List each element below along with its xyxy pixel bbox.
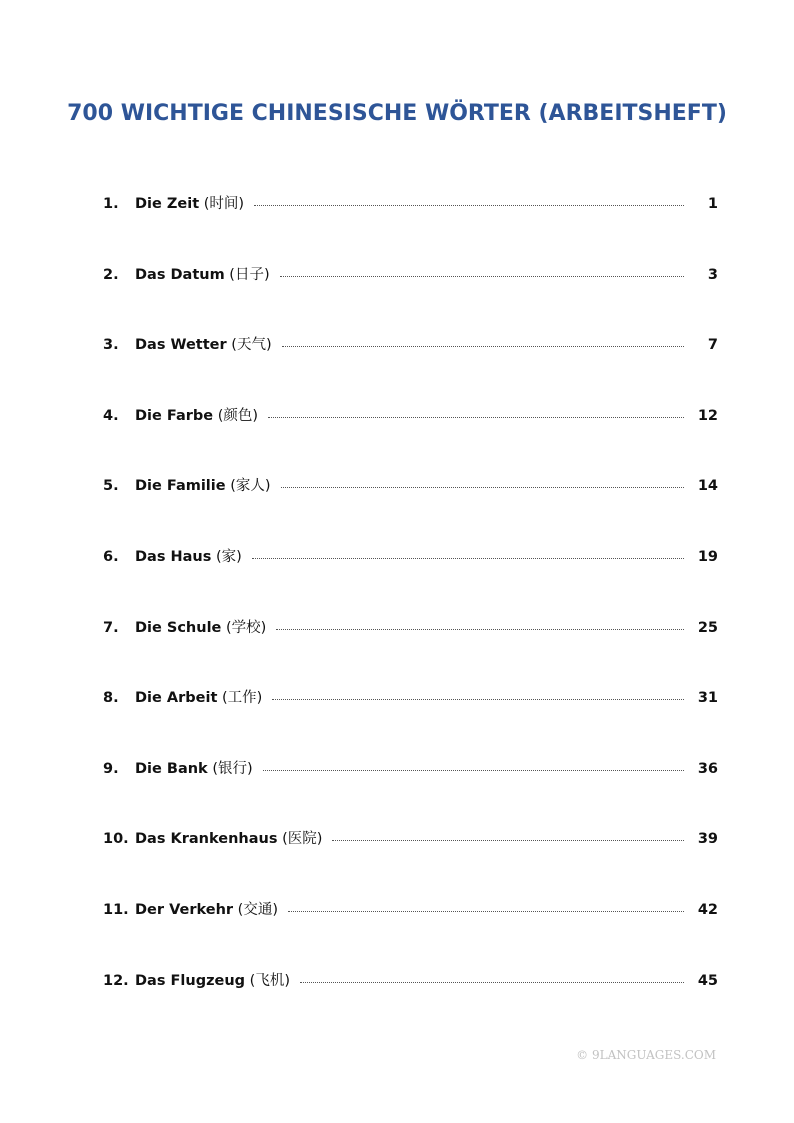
toc-number: 7. bbox=[103, 619, 119, 636]
toc-german-title: Das Haus bbox=[135, 548, 212, 565]
toc-german-title: Die Schule bbox=[135, 619, 222, 636]
toc-chinese-title: (天气) bbox=[231, 337, 272, 354]
dot-leader bbox=[252, 558, 684, 559]
toc-chinese-title: (时间) bbox=[203, 196, 245, 212]
toc-chinese-title: (银行) bbox=[212, 760, 253, 777]
dot-leader bbox=[288, 911, 684, 912]
toc-number: 4. bbox=[103, 407, 119, 424]
toc-number: 12. bbox=[103, 972, 129, 989]
toc-german-title: Die Arbeit bbox=[135, 690, 218, 707]
dot-leader bbox=[280, 276, 684, 277]
toc-chinese-title: (工作) bbox=[222, 690, 263, 707]
toc-chinese-title: (交通) bbox=[237, 901, 278, 918]
toc-german-title: Das Flugzeug bbox=[135, 972, 246, 989]
toc-entry[interactable] bbox=[103, 892, 718, 963]
toc-page-number: 3 bbox=[707, 266, 718, 283]
toc-page-number: 31 bbox=[697, 690, 718, 707]
toc-page-number: 39 bbox=[697, 831, 718, 848]
dot-leader bbox=[263, 770, 684, 771]
dot-leader bbox=[268, 417, 684, 418]
table-of-contents bbox=[103, 186, 718, 1033]
toc-page-number: 45 bbox=[697, 972, 718, 989]
toc-entry[interactable] bbox=[103, 610, 718, 681]
toc-number: 5. bbox=[103, 478, 119, 495]
toc-entry[interactable] bbox=[103, 539, 718, 610]
toc-page-number: 7 bbox=[707, 337, 718, 354]
toc-german-title: Die Bank bbox=[135, 760, 208, 777]
toc-page-number: 36 bbox=[697, 760, 718, 777]
toc-chinese-title: (日子) bbox=[229, 266, 270, 283]
toc-page-number: 14 bbox=[697, 478, 718, 495]
toc-page-number: 42 bbox=[697, 901, 718, 918]
toc-german-title: Das Wetter bbox=[135, 337, 227, 354]
toc-page-number: 19 bbox=[697, 548, 718, 565]
toc-page-number: 25 bbox=[697, 619, 718, 636]
toc-chinese-title: (颜色) bbox=[217, 407, 259, 424]
dot-leader bbox=[276, 629, 684, 630]
toc-entry[interactable] bbox=[103, 398, 718, 469]
dot-leader bbox=[281, 487, 684, 488]
toc-chinese-title: (家) bbox=[215, 548, 242, 565]
toc-german-title: Das Datum bbox=[135, 266, 225, 283]
toc-chinese-title: (医院) bbox=[282, 831, 323, 848]
toc-page-number: 1 bbox=[707, 196, 718, 212]
page-title: 700 WICHTIGE CHINESISCHE WÖRTER (ARBEITSHEFT) bbox=[67, 100, 727, 126]
toc-number: 1. bbox=[103, 196, 119, 212]
dot-leader bbox=[300, 982, 684, 983]
toc-number: 11. bbox=[103, 901, 129, 918]
toc-entry[interactable] bbox=[103, 186, 718, 257]
toc-german-title: Die Zeit bbox=[135, 196, 200, 212]
toc-entry[interactable] bbox=[103, 257, 718, 328]
toc-entry[interactable] bbox=[103, 751, 718, 822]
toc-chinese-title: (飞机) bbox=[249, 972, 290, 989]
toc-german-title: Die Familie bbox=[135, 478, 226, 495]
toc-german-title: Die Farbe bbox=[135, 407, 214, 424]
toc-number: 8. bbox=[103, 690, 119, 707]
toc-entry[interactable] bbox=[103, 468, 718, 539]
toc-number: 3. bbox=[103, 337, 119, 354]
toc-chinese-title: (家人) bbox=[230, 478, 271, 495]
toc-chinese-title: (学校) bbox=[226, 619, 267, 636]
dot-leader bbox=[254, 205, 684, 206]
toc-number: 2. bbox=[103, 266, 119, 283]
toc-entry[interactable] bbox=[103, 680, 718, 751]
toc-entry[interactable] bbox=[103, 963, 718, 1034]
dot-leader bbox=[282, 346, 684, 347]
toc-german-title: Der Verkehr bbox=[135, 901, 234, 918]
toc-german-title: Das Krankenhaus bbox=[135, 831, 278, 848]
dot-leader bbox=[272, 699, 684, 700]
toc-number: 10. bbox=[103, 831, 129, 848]
toc-entry[interactable] bbox=[103, 821, 718, 892]
dot-leader bbox=[332, 840, 684, 841]
toc-entry[interactable] bbox=[103, 327, 718, 398]
copyright-watermark: © 9LANGUAGES.COM bbox=[576, 1048, 716, 1062]
toc-number: 6. bbox=[103, 548, 119, 565]
toc-number: 9. bbox=[103, 760, 119, 777]
toc-page-number: 12 bbox=[697, 407, 718, 424]
